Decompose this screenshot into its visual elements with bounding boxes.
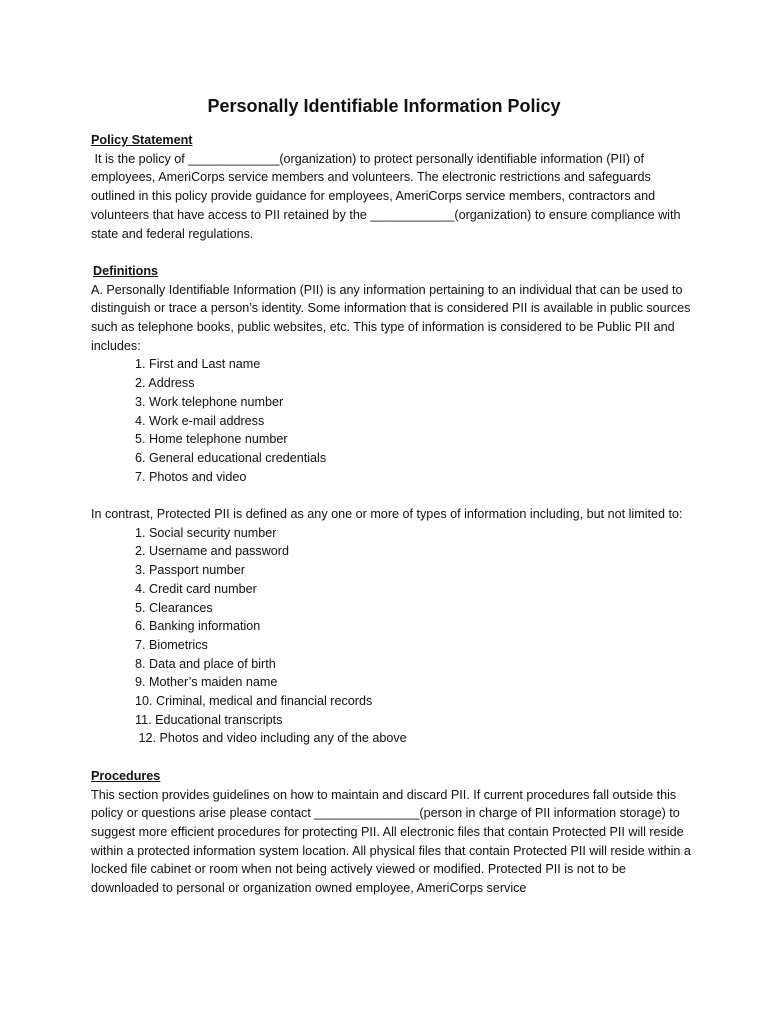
definitions-heading: Definitions bbox=[93, 263, 159, 278]
procedures-heading: Procedures bbox=[91, 768, 161, 783]
public-pii-list bbox=[91, 355, 691, 486]
list-item: 7. Photos and video bbox=[135, 469, 247, 484]
procedures-text: This section provides guidelines on how to maintain and discard PII. If current procedures fall outside this policy or questions arise please contact _______________(person in charge of PII information storage) to suggest more efficient procedures for protecting PII. All electronic files that contain Protected PII will reside within a protected information system location. All physical files that contain Protected PII will reside within a locked file cabinet or room when not being actively viewed or modified. Protected PII is not to be downloaded to personal or organization owned employee, AmeriCorps service bbox=[91, 787, 691, 896]
list-item: 3. Work telephone number bbox=[135, 394, 284, 409]
list-item: 4. Credit card number bbox=[135, 581, 257, 596]
list-item: 1. Social security number bbox=[135, 525, 277, 540]
list-item: 3. Passport number bbox=[135, 563, 245, 578]
list-item: 2. Username and password bbox=[135, 544, 290, 559]
list-item: 9. Mother’s maiden name bbox=[135, 675, 278, 690]
list-item: 12. Photos and video including any of the above bbox=[135, 731, 407, 746]
list-item: 7. Biometrics bbox=[135, 637, 208, 652]
list-item: 2. Address bbox=[135, 376, 195, 391]
protected-pii-intro: In contrast, Protected PII is defined as any one or more of types of information including, but not limited to: bbox=[91, 507, 683, 522]
policy-statement-text: It is the policy of _____________(organization) to protect personally identifiable information (PII) of employees, AmeriCorps service members and volunteers. The electronic restrictions and safeguards outlined in this policy provide guidance for employees, AmeriCorps service members, contractors and volunteers that have access to PII retained by the ____________(organization) to ensure compliance with state and federal regulations. bbox=[91, 151, 684, 241]
list-item: 4. Work e-mail address bbox=[135, 413, 265, 428]
document-body bbox=[91, 131, 691, 898]
list-item: 11. Educational transcripts bbox=[135, 712, 283, 727]
list-item: 8. Data and place of birth bbox=[135, 656, 276, 671]
list-item: 5. Home telephone number bbox=[135, 432, 288, 447]
protected-pii-list bbox=[91, 524, 691, 748]
definitions-intro: A. Personally Identifiable Information (PII) is any information pertaining to an individual that can be used to distinguish or trace a person’s identity. Some information that is considered PII is available in public sources such as telephone books, public websites, etc. This type of information is considered to be Public PII and includes: bbox=[91, 282, 691, 353]
list-item: 5. Clearances bbox=[135, 600, 213, 615]
list-item: 1. First and Last name bbox=[135, 357, 261, 372]
list-item: 6. General educational credentials bbox=[135, 450, 327, 465]
list-item: 6. Banking information bbox=[135, 619, 261, 634]
list-item: 10. Criminal, medical and financial records bbox=[135, 694, 373, 709]
document-title: Personally Identifiable Information Policy bbox=[207, 96, 561, 116]
policy-statement-heading: Policy Statement bbox=[91, 133, 193, 147]
